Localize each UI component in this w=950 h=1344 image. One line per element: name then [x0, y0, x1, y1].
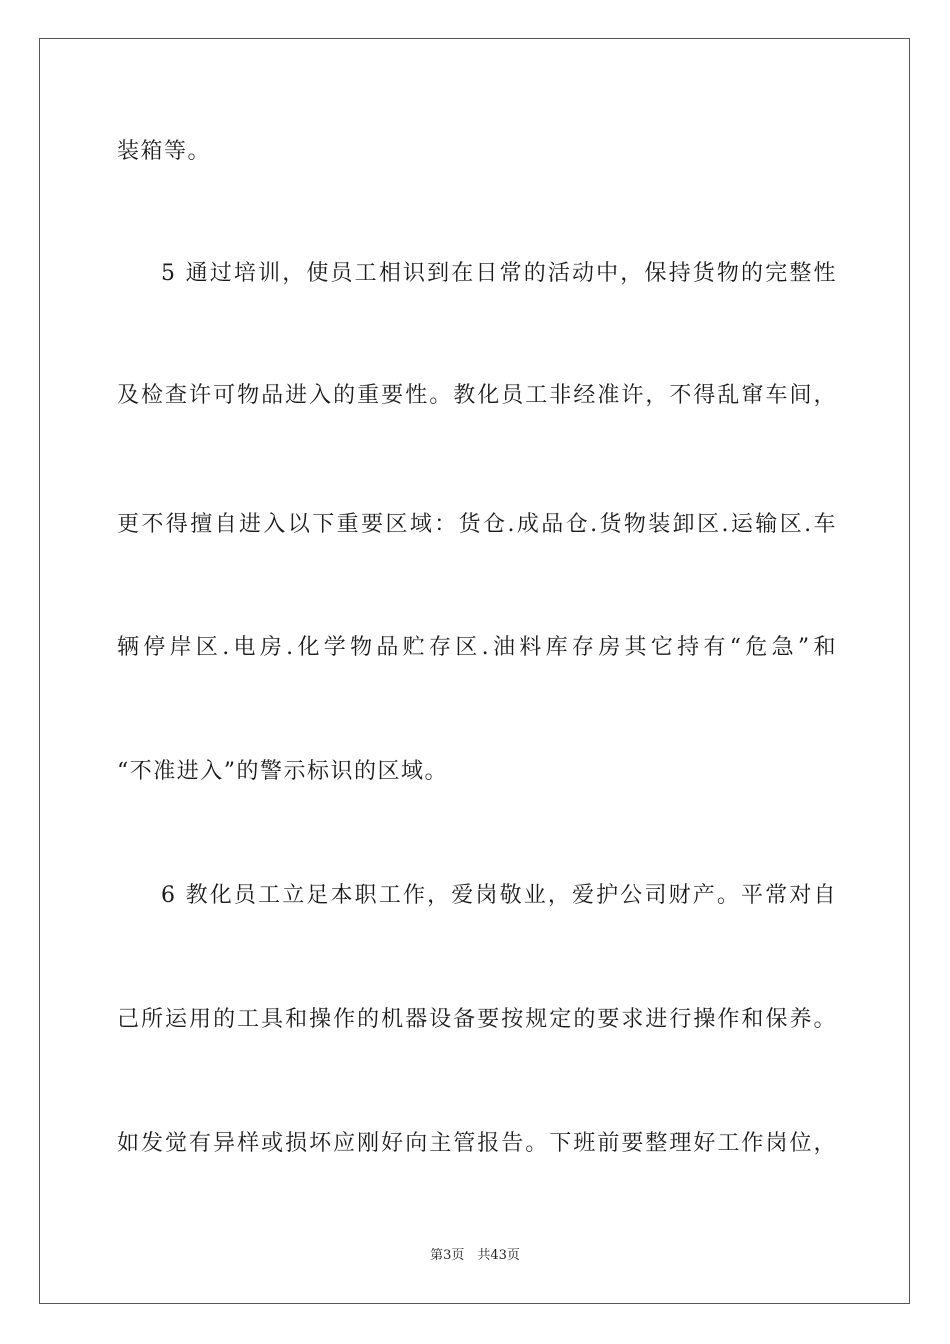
text-line-4: 更不得擅自进入以下重要区域：货仓.成品仓.货物装卸区.运输区.车	[117, 512, 837, 537]
text-line-2: 5 通过培训，使员工相识到在日常的活动中，保持货物的完整性	[161, 261, 837, 286]
text-line-6: “不准进入”的警示标识的区域。	[117, 759, 448, 784]
page-number-footer: 第3页 共43页	[430, 1248, 520, 1263]
page-border	[39, 38, 910, 1304]
text-line-7: 6 教化员工立足本职工作，爱岗敬业，爱护公司财产。平常对自	[161, 883, 837, 908]
text-line-9: 如发觉有异样或损坏应刚好向主管报告。下班前要整理好工作岗位，	[117, 1131, 837, 1156]
text-line-3: 及检查许可物品进入的重要性。教化员工非经准许，不得乱窜车间，	[117, 383, 837, 408]
text-line-1: 装箱等。	[117, 139, 212, 164]
text-line-8: 己所运用的工具和操作的机器设备要按规定的要求进行操作和保养。	[117, 1007, 837, 1032]
text-line-5: 辆停岸区.电房.化学物品贮存区.油料库存房其它持有“危急”和	[117, 635, 837, 660]
